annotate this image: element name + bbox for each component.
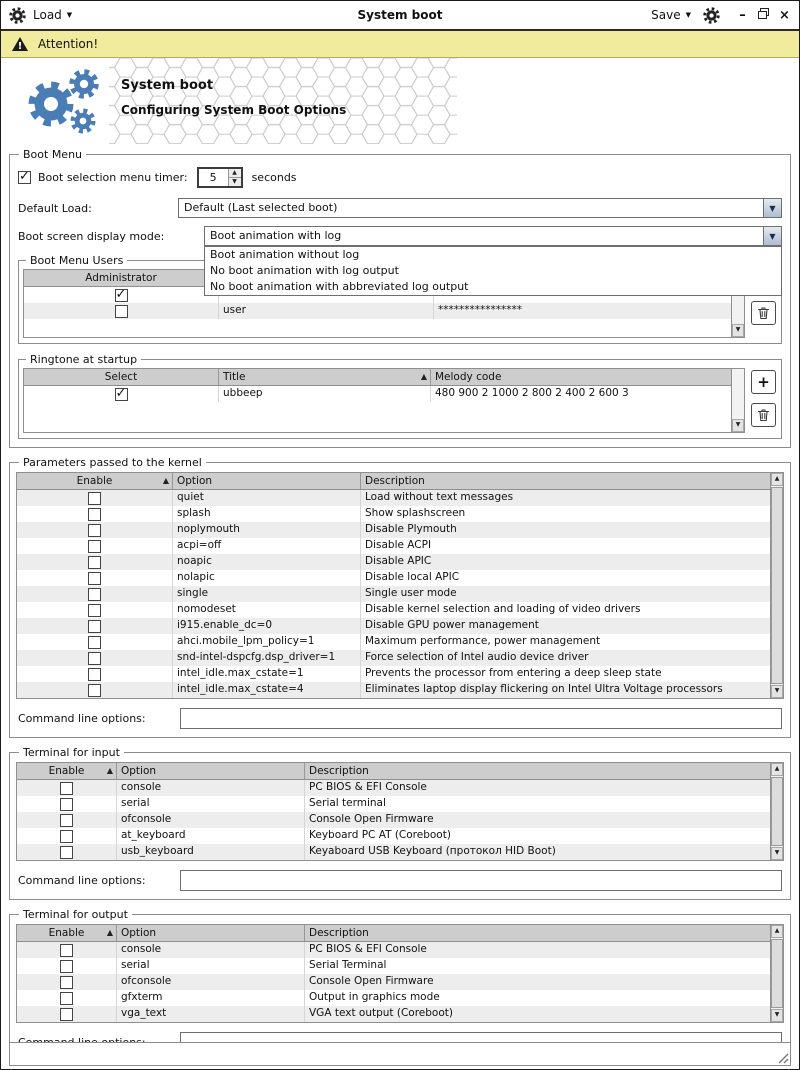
timer-spinner[interactable]: [197, 167, 243, 188]
description-cell: Disable Plymouth: [365, 523, 457, 535]
restore-icon: [758, 8, 769, 19]
delete-user-button[interactable]: [751, 301, 776, 325]
option-cell: quiet: [173, 490, 361, 506]
terminal-input-rows: [17, 780, 770, 860]
svg-text:!: !: [17, 41, 23, 52]
description-cell: Maximum performance, power management: [365, 635, 601, 647]
option-cell: vga_text: [117, 1006, 305, 1022]
table-row[interactable]: [17, 958, 770, 974]
scrollbar-thumb[interactable]: [771, 777, 783, 846]
select-checkbox[interactable]: [115, 388, 128, 401]
description-cell: Console Open Firmware: [309, 975, 434, 987]
table-row[interactable]: [24, 303, 731, 319]
enable-checkbox[interactable]: [60, 782, 73, 795]
delete-ringtone-button[interactable]: [751, 403, 776, 427]
chevron-down-icon: ▼: [685, 10, 691, 19]
description-cell: Disable ACPI: [365, 539, 432, 551]
terminal-output-rows: [17, 942, 770, 1022]
display-mode-value: Boot animation with log: [210, 229, 342, 242]
chevron-down-icon[interactable]: ▼: [763, 199, 781, 217]
description-cell: Serial Terminal: [309, 959, 387, 971]
page-header: [1, 58, 799, 144]
table-row[interactable]: [17, 828, 770, 844]
enable-checkbox[interactable]: [88, 652, 101, 665]
close-button[interactable]: ×: [779, 7, 790, 23]
option-cell: nolapic: [173, 570, 361, 586]
column-header-description[interactable]: Description: [309, 927, 369, 939]
description-cell: Output in graphics mode: [309, 991, 440, 1003]
warning-icon: [11, 36, 29, 52]
dropdown-option[interactable]: No boot animation with abbreviated log output: [210, 280, 469, 293]
description-cell: Disable APIC: [365, 555, 432, 567]
terminal-output-legend: Terminal for output: [23, 908, 128, 921]
load-menu-label: Load: [33, 8, 62, 22]
status-bar: [9, 1042, 791, 1066]
column-header-administrator[interactable]: Administrator: [24, 270, 219, 286]
enable-checkbox[interactable]: [88, 604, 101, 617]
save-menu-button[interactable]: [651, 8, 691, 22]
option-cell: ofconsole: [117, 974, 305, 990]
column-header-enable[interactable]: Enable ▲: [17, 925, 117, 941]
scroll-down-button[interactable]: ▼: [732, 419, 744, 432]
option-cell: noapic: [173, 554, 361, 570]
title-cell: ubbeep: [219, 386, 431, 402]
column-header-melody[interactable]: Melody code: [435, 371, 502, 383]
option-cell: ahci.mobile_lpm_policy=1: [173, 634, 361, 650]
kernel-scrollbar[interactable]: [770, 473, 783, 698]
scroll-down-button[interactable]: ▼: [732, 324, 744, 337]
spinner-down-button[interactable]: ▼: [229, 178, 241, 186]
scrollbar-track[interactable]: [771, 938, 783, 1009]
enable-checkbox[interactable]: [88, 588, 101, 601]
option-cell: serial: [117, 958, 305, 974]
description-cell: Keyboard PC AT (Coreboot): [309, 829, 451, 841]
description-cell: VGA text output (Coreboot): [309, 1007, 453, 1019]
enable-checkbox[interactable]: [60, 960, 73, 973]
display-mode-label: Boot screen display mode:: [18, 229, 165, 243]
column-header-option[interactable]: Option: [117, 763, 305, 779]
terminal-input-scrollbar[interactable]: [770, 763, 783, 860]
enable-checkbox[interactable]: [88, 636, 101, 649]
scrollbar-track[interactable]: [732, 369, 744, 419]
kernel-cmdline-input[interactable]: [180, 708, 782, 729]
description-cell: Disable GPU power management: [365, 619, 539, 631]
table-row[interactable]: [17, 844, 770, 860]
terminal-output-scrollbar[interactable]: [770, 925, 783, 1022]
sort-asc-icon: ▲: [420, 372, 427, 381]
kernel-params-group: [9, 456, 791, 738]
ringtone-group: [18, 353, 782, 439]
ringtone-rows: [24, 386, 731, 432]
option-cell: i915.enable_dc=0: [173, 618, 361, 634]
table-row[interactable]: [17, 666, 770, 682]
description-cell: Prevents the processor from entering a deep sleep state: [365, 667, 662, 679]
option-cell: ofconsole: [117, 812, 305, 828]
sort-asc-icon: ▲: [106, 766, 113, 775]
description-cell: Disable local APIC: [365, 571, 460, 583]
page-title: System boot: [121, 78, 214, 93]
administrator-checkbox[interactable]: [115, 289, 128, 302]
ringtone-scrollbar[interactable]: [731, 369, 744, 432]
table-row[interactable]: [17, 942, 770, 958]
terminal-input-group: [9, 746, 791, 900]
scrollbar-thumb[interactable]: [771, 939, 783, 1008]
option-cell: console: [117, 780, 305, 796]
scrollbar-track[interactable]: [771, 486, 783, 685]
administrator-checkbox[interactable]: [115, 305, 128, 318]
option-cell: splash: [173, 506, 361, 522]
scroll-down-button[interactable]: ▼: [771, 847, 783, 860]
option-cell: gfxterm: [117, 990, 305, 1006]
column-header-option[interactable]: Option: [117, 925, 305, 941]
table-row[interactable]: [17, 1006, 770, 1022]
description-cell: Single user mode: [365, 587, 457, 599]
settings-gear-button[interactable]: [703, 7, 720, 24]
column-header-select[interactable]: Select: [24, 369, 219, 385]
option-cell: nomodeset: [173, 602, 361, 618]
description-cell: PC BIOS & EFI Console: [309, 781, 427, 793]
table-row[interactable]: [17, 974, 770, 990]
save-menu-label: Save: [651, 8, 681, 22]
sort-asc-icon: ▲: [106, 928, 113, 937]
option-cell: single: [173, 586, 361, 602]
scrollbar-track[interactable]: [771, 776, 783, 847]
column-header-title[interactable]: Title ▲: [219, 369, 431, 385]
description-cell: Load without text messages: [365, 491, 514, 503]
enable-checkbox[interactable]: [60, 976, 73, 989]
enable-checkbox[interactable]: [60, 992, 73, 1005]
resize-grip[interactable]: [776, 1051, 789, 1064]
option-cell: at_keyboard: [117, 828, 305, 844]
table-row[interactable]: [17, 990, 770, 1006]
default-load-label: Default Load:: [18, 201, 92, 215]
timer-unit-label: seconds: [251, 171, 297, 184]
scroll-up-button[interactable]: ▲: [771, 473, 783, 486]
sort-asc-icon: ▲: [162, 476, 169, 485]
description-cell: Serial terminal: [309, 797, 386, 809]
kernel-cmdline-label: Command line options:: [18, 712, 146, 725]
terminal-input-cmdline-input[interactable]: [180, 870, 782, 891]
description-cell: Disable kernel selection and loading of video drivers: [365, 603, 641, 615]
enable-checkbox[interactable]: [60, 944, 73, 957]
option-cell: serial: [117, 796, 305, 812]
plus-icon: +: [757, 373, 770, 391]
scrollbar-thumb[interactable]: [771, 487, 783, 684]
enable-checkbox[interactable]: [88, 540, 101, 553]
enable-checkbox[interactable]: [60, 846, 73, 859]
password-cell: ****************: [438, 304, 522, 316]
description-cell: Show splashscreen: [365, 507, 466, 519]
trash-icon: [757, 306, 770, 320]
table-row[interactable]: [17, 554, 770, 570]
display-mode-select[interactable]: [204, 226, 782, 246]
table-row[interactable]: [17, 796, 770, 812]
option-cell: noplymouth: [173, 522, 361, 538]
description-cell: Console Open Firmware: [309, 813, 434, 825]
ringtone-table: [23, 368, 745, 433]
boot-menu-group: [9, 148, 791, 448]
load-menu-button[interactable]: [33, 8, 72, 22]
scroll-up-button[interactable]: ▲: [771, 925, 783, 938]
column-header-description[interactable]: Description: [309, 765, 369, 777]
terminal-output-table: [16, 924, 784, 1023]
scroll-down-button[interactable]: ▼: [771, 685, 783, 698]
restore-button[interactable]: [757, 8, 770, 22]
enable-checkbox[interactable]: [60, 814, 73, 827]
table-row[interactable]: [17, 522, 770, 538]
table-row[interactable]: [17, 634, 770, 650]
chevron-down-icon[interactable]: ▼: [763, 227, 781, 245]
table-row[interactable]: [17, 618, 770, 634]
enable-checkbox[interactable]: [88, 508, 101, 521]
column-header-enable[interactable]: Enable ▲: [17, 763, 117, 779]
table-row[interactable]: [17, 780, 770, 796]
scroll-up-button[interactable]: ▲: [771, 763, 783, 776]
timer-checkbox[interactable]: [18, 171, 31, 184]
enable-checkbox[interactable]: [88, 668, 101, 681]
enable-checkbox[interactable]: [88, 556, 101, 569]
default-load-select[interactable]: [178, 198, 782, 218]
minimize-button[interactable]: –: [739, 7, 746, 23]
add-ringtone-button[interactable]: [751, 370, 776, 394]
description-cell: Keyaboard USB Keyboard (протокол HID Boot): [309, 845, 556, 857]
username-cell: user: [219, 303, 434, 319]
page-subtitle: Configuring System Boot Options: [121, 103, 347, 117]
option-cell: acpi=off: [173, 538, 361, 554]
spinner-value: 5: [209, 171, 217, 184]
terminal-output-group: [9, 908, 791, 1062]
description-cell: PC BIOS & EFI Console: [309, 943, 427, 955]
kernel-rows: [17, 490, 770, 698]
enable-checkbox[interactable]: [88, 524, 101, 537]
boot-menu-users-legend: Boot Menu Users: [30, 254, 124, 267]
trash-icon: [757, 408, 770, 422]
gears-logo-icon: [17, 63, 103, 141]
kernel-params-legend: Parameters passed to the kernel: [23, 456, 202, 469]
dropdown-option[interactable]: No boot animation with log output: [210, 264, 399, 277]
titlebar: [1, 1, 799, 31]
option-cell: usb_keyboard: [117, 844, 305, 860]
column-header-option[interactable]: Option: [173, 473, 361, 489]
timer-row: [18, 167, 782, 188]
table-row[interactable]: [17, 602, 770, 618]
table-row[interactable]: [17, 812, 770, 828]
enable-checkbox[interactable]: [88, 684, 101, 697]
melody-cell: 480 900 2 1000 2 800 2 400 2 600 3: [435, 387, 629, 399]
terminal-input-table: [16, 762, 784, 861]
option-cell: console: [117, 942, 305, 958]
column-header-description[interactable]: Description: [365, 475, 425, 487]
ringtone-legend: Ringtone at startup: [30, 353, 138, 366]
kernel-params-table: [16, 472, 784, 699]
enable-checkbox[interactable]: [88, 572, 101, 585]
table-row[interactable]: [17, 586, 770, 602]
terminal-input-legend: Terminal for input: [23, 746, 120, 759]
table-row[interactable]: [17, 650, 770, 666]
window-title: System boot: [357, 8, 443, 22]
app-gear-icon: [9, 7, 26, 24]
enable-checkbox[interactable]: [60, 830, 73, 843]
description-cell: Eliminates laptop display flickering on Intel Ultra Voltage processors: [365, 683, 723, 695]
table-row[interactable]: [17, 490, 770, 506]
default-load-value: Default (Last selected boot): [184, 201, 338, 214]
scroll-down-button[interactable]: ▼: [771, 1009, 783, 1022]
enable-checkbox[interactable]: [88, 620, 101, 633]
attention-bar: [1, 31, 799, 58]
default-load-row: [18, 198, 782, 218]
option-cell: snd-intel-dspcfg.dsp_driver=1: [173, 650, 361, 666]
timer-label: Boot selection menu timer:: [38, 171, 188, 184]
enable-checkbox[interactable]: [88, 492, 101, 505]
display-mode-dropdown-list: [204, 246, 782, 296]
table-row[interactable]: [17, 538, 770, 554]
description-cell: Force selection of Intel audio device driver: [365, 651, 589, 663]
option-cell: intel_idle.max_cstate=1: [173, 666, 361, 682]
enable-checkbox[interactable]: [60, 1008, 73, 1021]
attention-text: Attention!: [38, 37, 99, 51]
terminal-input-cmdline-label: Command line options:: [18, 874, 146, 887]
table-row[interactable]: [17, 570, 770, 586]
table-row[interactable]: [24, 386, 731, 402]
chevron-down-icon: ▼: [66, 10, 73, 19]
spinner-up-button[interactable]: ▲: [229, 169, 241, 178]
table-row[interactable]: [17, 506, 770, 522]
column-header-enable[interactable]: Enable ▲: [17, 473, 173, 489]
enable-checkbox[interactable]: [60, 798, 73, 811]
option-cell: intel_idle.max_cstate=4: [173, 682, 361, 698]
boot-menu-legend: Boot Menu: [23, 148, 83, 161]
dropdown-option[interactable]: Boot animation without log: [210, 248, 360, 261]
table-row[interactable]: [17, 682, 770, 698]
